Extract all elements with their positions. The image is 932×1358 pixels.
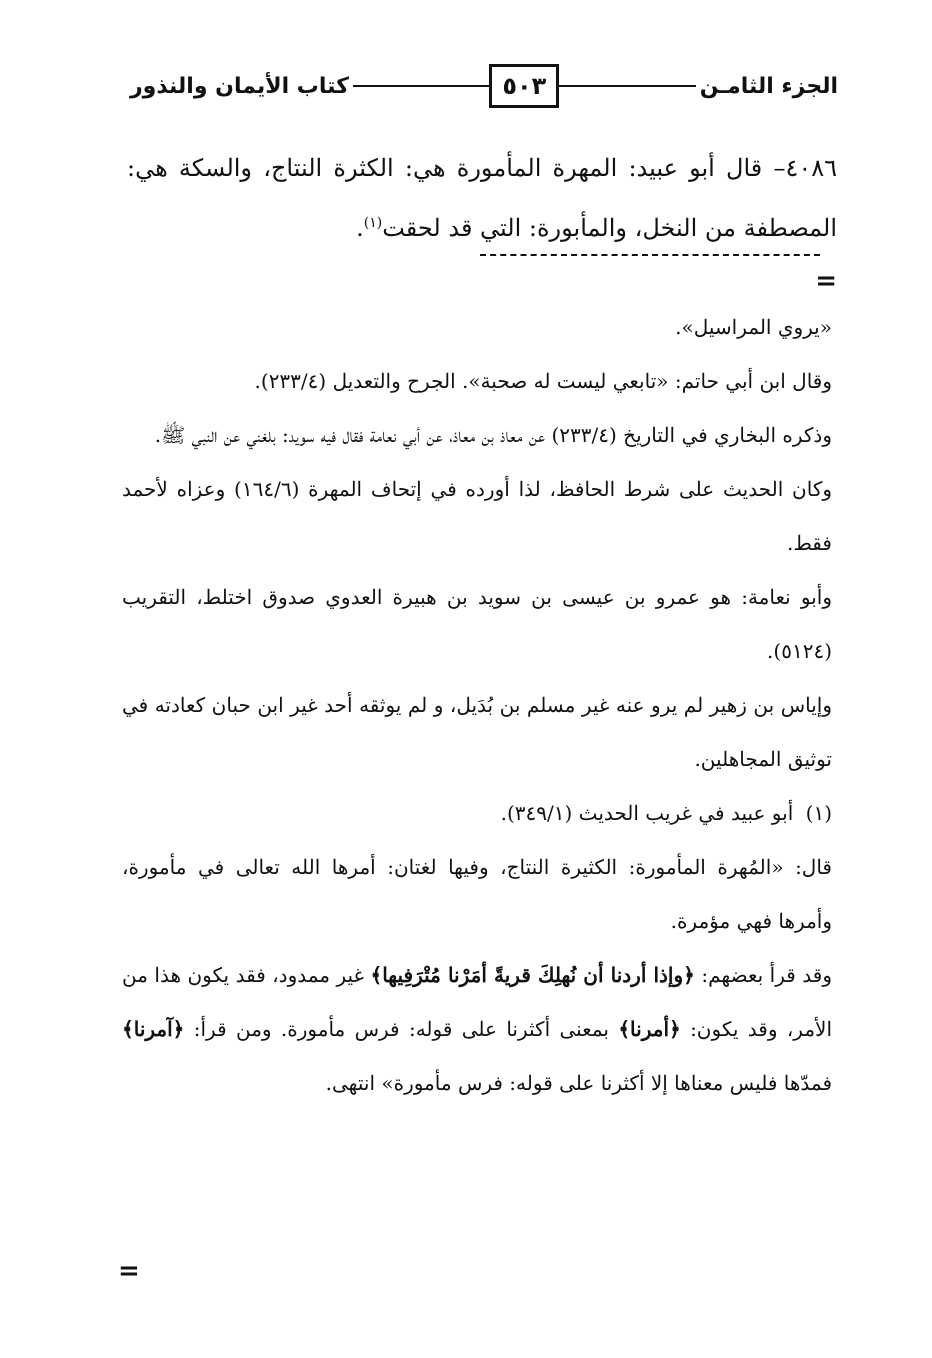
running-header [130, 62, 838, 110]
header-rule-left [353, 85, 489, 87]
quran-quote: ﴿آمرنا﴾ [122, 1017, 185, 1041]
header-book-title: كتاب الأيمان والنذور [130, 73, 349, 99]
footnote-paragraph: وإياس بن زهير لم يرو عنه غير مسلم بن بُدَيل، و لم يوثقه أحد غير ابن حبان كعادته في توثيق المجاهلين. [122, 693, 832, 771]
footnote-text: فمدّها فليس معناها إلا أكثرنا على قوله: فرس مأمورة» انتهى. [325, 1071, 832, 1095]
continuation-mark-bottom: = [118, 1256, 140, 1286]
hadith-paragraph [127, 138, 837, 258]
quran-quote: ﴿أمرنا﴾ [618, 1017, 681, 1041]
footnote-ref: (١) [363, 215, 383, 231]
page-number: ٥٠٣ [489, 64, 559, 108]
quran-quote: ﴿وإذا أردنا أن نُهلِكَ قريةً أمَرْنا مُتْرَفِيها﴾ [370, 963, 695, 987]
footnote-text: بمعنى أكثرنا على قوله: فرس مأمورة. ومن قرأ: [193, 1017, 609, 1041]
footnote-paragraph: وكان الحديث على شرط الحافظ، لذا أورده في إتحاف المهرة (١٦٤/٦) وعزاه لأحمد فقط. [122, 477, 832, 555]
footnote-paragraph: وقال ابن أبي حاتم: «تابعي ليست له صحبة». الجرح والتعديل (٢٣٣/٤). [254, 369, 832, 393]
footnote-text: وقد قرأ بعضهم: [701, 963, 832, 987]
footnote-text: غير ممدود، فقد يكون هذا من الأمر، وقد يكون: [122, 963, 833, 1041]
footnote-1 [122, 786, 832, 840]
footnote-paragraph: قال: «المُهرة المأمورة: الكثيرة النتاج، وفيها لغتان: أمرها الله تعالى في مأمورة، وأمرها فهي مؤمرة. [122, 855, 832, 933]
footnote-paragraph-quran [122, 948, 832, 1110]
header-rule-group [353, 64, 696, 108]
hadith-text: قال أبو عبيد: المهرة المأمورة هي: الكثرة النتاج، والسكة هي: المصطفة من النخل، والمأبورة: التي قد لحقت [127, 154, 837, 242]
header-part-label: الجزء الثامـن [699, 73, 838, 99]
hadith-end: . [356, 214, 364, 242]
header-rule-right [559, 85, 695, 87]
footnote-paragraph: وأبو نعامة: هو عمرو بن عيسى بن سويد بن هبيرة العدوي صدوق اختلط، التقريب (٥١٢٤). [122, 585, 832, 663]
footnote-paragraph: «يروي المراسيل». [675, 315, 832, 339]
continuation-mark-top: = [815, 266, 837, 296]
footnotes-block [122, 300, 832, 1110]
footnote-1-text: أبو عبيد في غريب الحديث (٣٤٩/١). [500, 801, 794, 825]
footnote-separator [480, 254, 820, 256]
footnote-paragraph: وذكره البخاري في التاريخ (٢٣٣/٤) عن معاذ بن معاذ، عن أبي نعامة فقال فيه سويد: بلغني عن النبي ﷺ. [154, 423, 832, 447]
footnote-1-marker: (١) [805, 801, 832, 825]
hadith-number: ٤٠٨٦– [773, 154, 837, 182]
